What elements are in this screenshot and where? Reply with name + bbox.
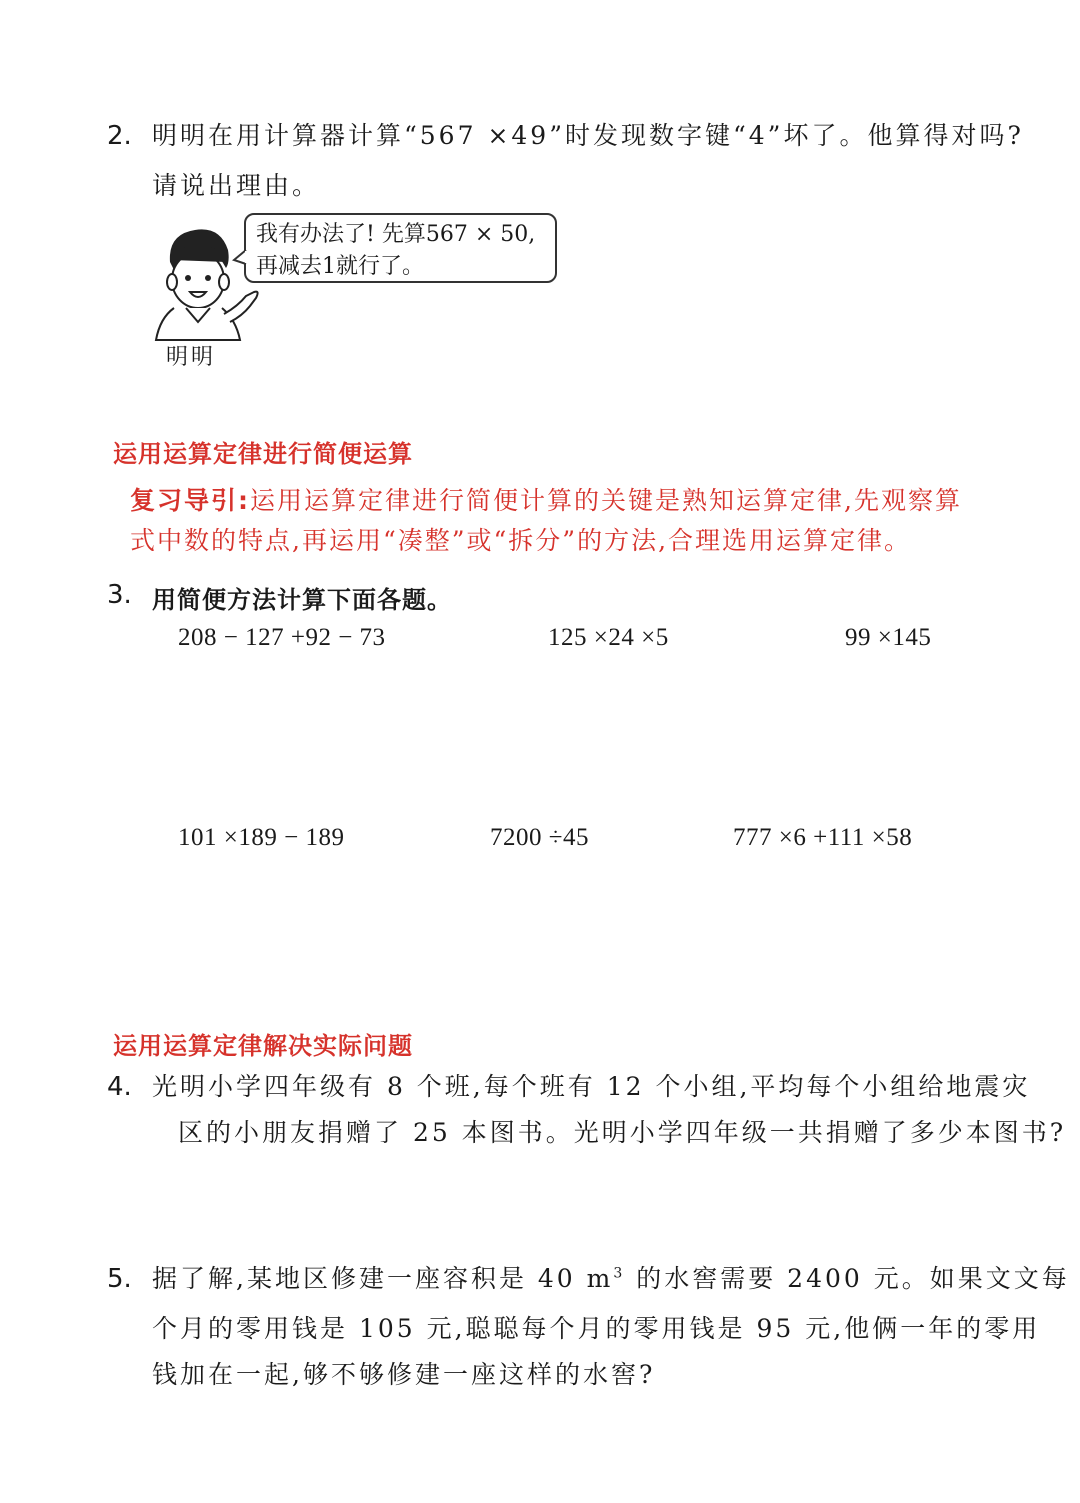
- bubble-line2: 再减去1就行了。: [256, 254, 424, 279]
- q4-line2: 区的小朋友捐赠了 25 本图书。光明小学四年级一共捐赠了多少本图书?: [178, 1118, 1067, 1147]
- q5-line3: 钱加在一起,够不够修建一座这样的水窖?: [152, 1360, 656, 1389]
- q5-line2: 个月的零用钱是 105 元,聪聪每个月的零用钱是 95 元,他俩一年的零用: [152, 1314, 1041, 1343]
- q5-line1-a: 据了解,某地区修建一座容积是 40 m: [152, 1264, 614, 1293]
- bubble-line1: 我有办法了! 先算567 × 50,: [256, 222, 536, 247]
- expression-3: 99 ×145: [845, 624, 932, 651]
- q5-number: 5.: [107, 1264, 132, 1294]
- section-heading-applications: 运用运算定律解决实际问题: [113, 1032, 413, 1060]
- expression-1: 208 − 127 +92 − 73: [178, 624, 386, 651]
- character-name: 明明: [166, 345, 217, 370]
- q2-line2: 请说出理由。: [152, 171, 321, 200]
- expression-6: 777 ×6 +111 ×58: [733, 824, 913, 851]
- q3-title: 用简便方法计算下面各题。: [152, 586, 452, 614]
- expression-2: 125 ×24 ×5: [548, 624, 669, 651]
- speech-bubble: [244, 213, 557, 283]
- review-guide-line2: 式中数的特点,再运用“凑整”或“拆分”的方法,合理选用运算定律。: [130, 526, 912, 555]
- q4-line1: 光明小学四年级有 8 个班,每个班有 12 个小组,平均每个小组给地震灾: [152, 1072, 1031, 1101]
- review-text1: 运用运算定律进行简便计算的关键是熟知运算定律,先观察算: [250, 486, 962, 515]
- q4-number: 4.: [107, 1072, 132, 1102]
- q5-superscript: 3: [613, 1265, 626, 1282]
- expression-4: 101 ×189 − 189: [178, 824, 345, 851]
- q3-number: 3.: [107, 580, 132, 610]
- expression-5: 7200 ÷45: [490, 824, 589, 851]
- review-guide-line1: [130, 480, 1030, 522]
- bubble-tail: [232, 248, 248, 268]
- review-label: 复习导引:: [130, 486, 250, 515]
- q5-line1-b: 的水窖需要 2400 元。如果文文每: [625, 1264, 1070, 1293]
- q5-line1: [152, 1254, 1070, 1304]
- q2-number: 2.: [107, 121, 132, 151]
- section-heading-simplify: 运用运算定律进行简便运算: [113, 440, 413, 468]
- q2-line1: 明明在用计算器计算“567 ×49”时发现数字键“4”坏了。他算得对吗?: [152, 121, 1024, 150]
